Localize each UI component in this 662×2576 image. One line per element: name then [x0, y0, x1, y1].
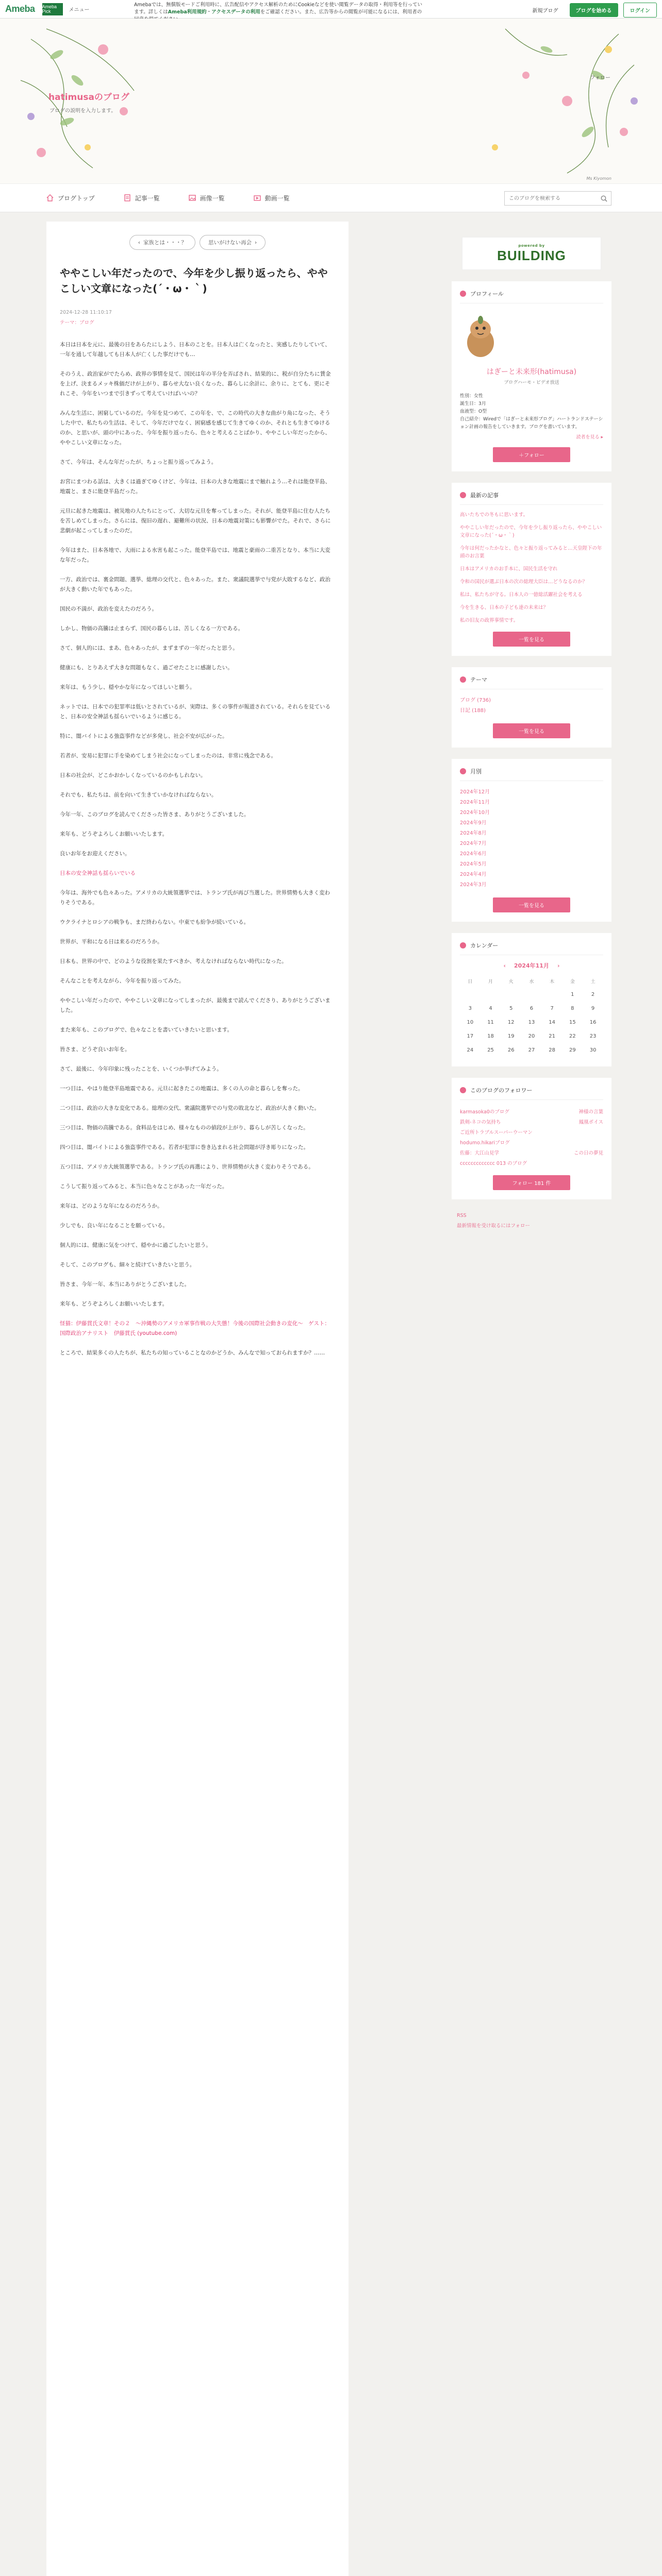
followers-heading [460, 1086, 603, 1100]
avatar[interactable] [460, 313, 501, 359]
calendar-day: 26 [507, 1047, 515, 1053]
article-paragraph: そんなことを考えながら、今年を振り返ってみた。 [60, 978, 185, 984]
chevron-right-icon[interactable]: › [557, 962, 560, 969]
weekday: 火 [508, 979, 514, 985]
article-paragraph: 三つ目は、物価の高騰である。食料品をはじめ、様々なものの値段が上がり、暮らしが苦しくなった。 [60, 1125, 309, 1131]
recent-entry-title: ややこしい年だったので、今年を少し振り返ったら、ややこしい文章になった(´・ω・｀) [460, 525, 602, 538]
archive-item[interactable]: 2024年7月 [460, 841, 487, 846]
chevron-left-icon[interactable]: ‹ [503, 962, 506, 969]
calendar-heading [460, 941, 603, 955]
article-paragraph: 個人的には、健康に気をつけて、穏やかに過ごしたいと思う。 [60, 1242, 211, 1248]
recent-bullet-icon [460, 492, 466, 498]
sidebar [452, 222, 611, 1231]
search-icon[interactable] [597, 191, 611, 206]
article-paragraph: 特に、闇バイトによる強盗事件などが多発し、社会不安が広がった。 [60, 733, 228, 739]
article-paragraph: 来年は、どのような年になるのだろうか。 [60, 1203, 163, 1209]
calendar-day: 19 [507, 1033, 515, 1039]
theme-item[interactable]: ブログ (736) [460, 698, 491, 703]
rss-link[interactable]: RSS [457, 1213, 467, 1218]
calendar-day: 18 [487, 1033, 494, 1039]
profile-heading-label: プロフィール [470, 291, 504, 297]
ameba-pick-logo[interactable]: Ameba Pick [42, 3, 63, 15]
nav-video-list-label: 動画一覧 [264, 194, 290, 202]
calendar-day: 29 [569, 1047, 576, 1053]
theme-item[interactable]: 日記 (188) [460, 708, 486, 714]
follower-link[interactable]: hodumo.hikariブログ [460, 1140, 510, 1146]
article-paragraph: 来年も、どうぞよろしくお願いいたします。 [60, 831, 168, 837]
blog-title[interactable]: hatimusaのブログ [48, 92, 129, 103]
followers-heading-label: このブログのフォロワー [470, 1087, 533, 1094]
calendar-block [452, 933, 611, 1066]
archive-block [452, 759, 611, 922]
profile-subtitle: ブログハーモ・ビデオ放送 [504, 380, 559, 385]
article-paragraph: 今年は、海外でも色々あった。アメリカの大統領選挙では、トランプ氏が再び当選した。世界情勢も大きく変わりそうである。 [60, 890, 330, 906]
profile-blood: O型 [478, 409, 487, 414]
calendar-day: 15 [569, 1020, 576, 1025]
calendar-day [521, 988, 542, 1002]
new-blog-button[interactable]: 新規ブログ [532, 8, 558, 14]
profile-bullet-icon [460, 291, 466, 297]
calendar-day: 4 [489, 1006, 492, 1011]
archive-item[interactable]: 2024年4月 [460, 872, 487, 877]
themes-more-button[interactable]: 一覧を見る [493, 723, 570, 738]
article-paragraph: 良いお年をお迎えください。 [60, 851, 130, 857]
profile-blood-label: 血液型： [460, 409, 479, 414]
cookie-notice-sep: ・ [206, 9, 212, 15]
blog-header [0, 19, 662, 183]
list-item[interactable] [460, 511, 603, 519]
video-icon [254, 194, 261, 201]
rss-block [452, 1211, 611, 1231]
article-paragraph: 来年は、もう少し、穏やかな年になってほしいと願う。 [60, 684, 195, 690]
nav-video-list[interactable] [254, 194, 290, 202]
list-item [460, 1158, 603, 1168]
article-paragraph: 二つ目は、政治の大きな変化である。総理の交代、衆議院選挙での与党の敗北など、政治が大きく動いた。 [60, 1105, 320, 1111]
calendar-day: 17 [467, 1033, 474, 1039]
list-item[interactable] [460, 565, 603, 573]
article-paragraph: 元旦に起きた地震は、被災地の人たちにとって、大切な元旦を奪ってしまった。それが、能登半島に住む人たちを苦しめてしまった。さらには、復旧の遅れ、避難所の状況、日本の地震対策にも影響がでた。それで、さらに悲劇が起こってしまったのだ。 [60, 508, 331, 534]
calendar-week [460, 1015, 603, 1029]
chevron-left-icon: ‹ [138, 239, 140, 246]
article-paragraph: 健康にも、とりあえず大きな問題もなく、過ごせたことに感謝したい。 [60, 665, 233, 671]
archive-item[interactable]: 2024年12月 [460, 789, 490, 795]
calendar-bullet-icon [460, 942, 466, 948]
calendar-week [460, 1029, 603, 1043]
calendar-day: 11 [487, 1020, 494, 1025]
nav-entry-list-label: 記事一覧 [135, 194, 160, 202]
article-paragraph: 一方、政治では、裏金問題、選挙、総理の交代と、色々あった。また、衆議院選挙で与党が大敗するなど、政治が大きく動いた年でもあった。 [60, 577, 330, 592]
nav-image-list[interactable] [189, 194, 225, 202]
list-item [460, 1106, 603, 1116]
list-item [460, 1147, 603, 1158]
calendar-day: 27 [528, 1047, 535, 1053]
weekday: 金 [570, 979, 575, 985]
calendar-month: 2024年11月 [514, 962, 549, 969]
article-column [46, 222, 349, 2576]
recent-entries-block [452, 483, 611, 656]
followers-button[interactable]: フォロー 181 件 [493, 1175, 570, 1190]
theme-list [460, 696, 603, 716]
blog-nav [0, 183, 662, 212]
recent-entry-title: 日本はアメリカのお手本に、国民生活を守れ [460, 566, 558, 572]
nav-blog-top[interactable] [46, 194, 95, 202]
list-item[interactable] [460, 524, 603, 539]
themes-heading [460, 675, 603, 689]
article-theme[interactable]: テーマ：ブログ [60, 320, 94, 326]
calendar-day: 30 [589, 1047, 597, 1053]
calendar-day: 8 [571, 1006, 574, 1011]
calendar-heading-label: カレンダー [470, 942, 499, 949]
calendar-day [501, 988, 521, 1002]
weekday: 土 [590, 979, 595, 985]
profile-gender-label: 性別： [460, 394, 474, 399]
archive-heading [460, 767, 603, 781]
follower-link[interactable]: 鉄剣-ネコの気持ち [460, 1120, 501, 1125]
calendar-day: 14 [549, 1020, 556, 1025]
login-button[interactable]: ログイン [623, 3, 657, 18]
calendar-day: 20 [528, 1033, 535, 1039]
list-item[interactable] [460, 617, 603, 624]
calendar-day: 16 [589, 1020, 597, 1025]
recent-heading [460, 491, 603, 505]
chevron-right-icon: › [255, 239, 257, 246]
recent-entry-title: 今年は何だったかなと、色々と振り返ってみると…天皇陛下の年頭のお言葉 [460, 546, 602, 559]
article-paragraph: 少しでも、良い年になることを願っている。 [60, 1223, 168, 1229]
article-paragraph: お宮にまつわる話は、大きくは過ぎてゆくけど、今年は、日本の大きな地震にまで触れよう…それは能登半島、地震と、まさに能登半島だった。 [60, 479, 330, 495]
ad-powered-by: powered by [518, 243, 545, 248]
article-paragraph: ややこしい年だったので、ややこしい文章になってしまったが、最後まで読んでくださり、ありがとうございました。 [60, 997, 330, 1013]
profile-birthday-label: 誕生日： [460, 401, 479, 406]
archive-item[interactable]: 2024年6月 [460, 851, 487, 857]
article-paragraph: 五つ目は、アメリカ大統領選挙である。トランプ氏の再選により、世界情勢が大きく変わりそうである。 [60, 1164, 314, 1170]
archive-item[interactable]: 2024年11月 [460, 800, 490, 805]
prev-article-label: 家族とは・・・？ [143, 240, 187, 246]
list-item[interactable] [460, 591, 603, 599]
list-item [460, 1137, 603, 1147]
profile-introduction: 自己紹介：Wiredで「はぎーと未来形ブログ」ハートランドステーション計画の報告をしていきます。ブログを書いています。 [460, 417, 603, 430]
article-paragraph: さて、今年は、そんな年だったが、ちょっと振り返ってみよう。 [60, 459, 217, 465]
calendar-day: 28 [549, 1047, 556, 1053]
article-paragraph: 皆さま、どうぞ良いお年を。 [60, 1046, 130, 1053]
calendar-day: 24 [467, 1047, 474, 1053]
article-body [60, 340, 335, 1358]
follower-link[interactable]: ccccccccccccc 013 のブログ [460, 1161, 527, 1166]
article-paragraph: 若者が、安易に犯罪に手を染めてしまう社会になってしまったのは、非常に残念である。 [60, 753, 276, 759]
follower-link[interactable]: 神様の言葉 [578, 1109, 603, 1115]
article-paragraph: 一つ目は、やはり能登半島地震である。元旦に起きたこの地震は、多くの人の命と暮らしを奪った。 [60, 1086, 304, 1092]
calendar-day: 22 [569, 1033, 576, 1039]
home-icon [46, 194, 54, 201]
article-paragraph: みんな生活に、困窮しているのだ。今年を見つめて、この年を、で、この時代の大きな曲がり角になった、そうした中で、私たちの生活は、そして、今年だけでなく、困窮感を感じて生きてゆくのか、それとも生きてゆけるのか、と思いが、頭の中にあった、今年を振り返ったら、色々と考えることばかり、ややこしい年だったから、ややこしい文章になった。 [60, 410, 330, 446]
building-ad[interactable] [462, 237, 601, 270]
youtube-link[interactable]: 怪猫：伊藤貫氏文章！その２ ～沖縄勢のアメリカ軍事作戦の大失態！今後の国際社会動きの変化～ ゲスト：国際政治アナリスト 伊藤貫氏 (youtube.com) [60, 1320, 330, 1336]
article-paragraph: また来年も、このブログで、色々なことを書いていきたいと思います。 [60, 1027, 233, 1033]
calendar-day: 12 [507, 1020, 515, 1025]
follower-link[interactable]: この日の夢見 [573, 1150, 603, 1156]
calendar-day: 13 [528, 1020, 535, 1025]
list-item[interactable] [460, 604, 603, 612]
archive-item[interactable]: 2024年3月 [460, 882, 487, 888]
article-paragraph: 四つ目は、闇バイトによる強盗事件である。若者が犯罪に巻き込まれる社会問題が浮き彫りになった。 [60, 1144, 309, 1150]
article-paragraph: そして、このブログも、細々と続けていきたいと思う。 [60, 1262, 195, 1268]
weekday: 木 [550, 979, 555, 985]
calendar-day: 7 [550, 1006, 554, 1011]
profile-heading [460, 290, 603, 303]
calendar-day [481, 988, 501, 1002]
blog-description: ブログの説明を入力します。 [49, 108, 117, 114]
archive-more-button[interactable]: 一覧を見る [493, 897, 570, 912]
profile-follow-button[interactable]: ＋フォロー [493, 447, 570, 462]
article-paragraph: 世界が、平和になる日は来るのだろうか。 [60, 939, 163, 945]
article-paragraph: 皆さま、今年一年、本当にありがとうございました。 [60, 1281, 190, 1287]
recent-entry-title: 令和の国民が選ぶ日本の次の総理大臣は…どうなるのか？ [460, 579, 588, 585]
document-icon [124, 194, 131, 201]
profile-birthday: 3月 [478, 401, 486, 406]
calendar-week [460, 988, 603, 1002]
calendar-day: 10 [467, 1020, 474, 1025]
article-title: ややこしい年だったので、今年を少し振り返ったら、ややこしい文章になった(´・ω・｀) [60, 267, 328, 295]
follower-link[interactable]: 佐藤：大江山見学 [460, 1150, 500, 1156]
access-data-link[interactable]: アクセスデータの利用 [211, 9, 260, 15]
article-paragraph: 今年はまた、日本各地で、大雨による水害も起こった。能登半島では、地震と豪雨の二重苦となり、本当に大変な年だった。 [60, 547, 330, 563]
article-paragraph: しかし、物価の高騰は止まらず、国民の暮らしは、苦しくなる一方である。 [60, 625, 244, 632]
calendar-table [460, 975, 603, 1057]
archive-bullet-icon [460, 768, 466, 774]
prev-article-button[interactable] [129, 235, 195, 250]
archive-item[interactable]: 2024年5月 [460, 861, 487, 867]
profile-gender: 女性 [474, 394, 484, 399]
archive-item[interactable]: 2024年9月 [460, 820, 487, 826]
weekday: 月 [488, 979, 493, 985]
calendar-week [460, 1043, 603, 1057]
article-inline-link[interactable]: 日本の安全神話も揺らいでいる [60, 870, 136, 876]
nav-image-list-label: 画像一覧 [200, 194, 225, 202]
themes-heading-label: テーマ [470, 676, 487, 683]
followers-bullet-icon [460, 1087, 466, 1093]
article-pager [60, 235, 335, 250]
calendar-week [460, 1002, 603, 1015]
article-paragraph: 本日は日本を元に、最後の日をあらたにしよう、日本のことを。日本人は亡くなったと、実感したりしていて、一年を通して年越しても日本人が亡くした事だけでも… [60, 342, 330, 358]
next-article-button[interactable] [200, 235, 266, 250]
calendar-day: 5 [509, 1006, 513, 1011]
calendar-day: 23 [589, 1033, 597, 1039]
terms-link[interactable]: Ameba利用規約 [168, 9, 207, 15]
list-item[interactable] [460, 578, 603, 586]
list-item[interactable] [460, 545, 603, 560]
article-paragraph: 日本も、世界の中で、どのような役割を果たすべきか、考えなければならない時代になった。 [60, 958, 287, 964]
article-paragraph: ネットでは、日本での犯罪率は低いとされているが、実際は、多くの事件が報道されている。それらを見ていると、日本の安全神話も揺らいでいるように感じる。 [60, 704, 330, 720]
profile-meta [460, 393, 603, 431]
themes-block [452, 667, 611, 748]
calendar-day [460, 988, 481, 1002]
article-paragraph: そのうえ、政治家がでたらめ、政界の事情を見て、国民は年の半分を弄ばされ、結果的に、税が自分たちに賃金を上げ、決まるメッキ株価だけが上がり、暮らせ大ない良くなった、暮らしに余計に、余りに、とても、更にそれこそ、今年をいつまで引きずって考えていけばいいの？ [60, 371, 331, 397]
article-paragraph: それでも、私たちは、前を向いて生きていかなければならない。 [60, 792, 217, 798]
article-paragraph: こうして振り返ってみると、本当に色々なことがあった一年だった。 [60, 1183, 228, 1190]
archive-heading-label: 月別 [470, 768, 482, 775]
calendar-day: 9 [591, 1006, 595, 1011]
nav-blog-top-label: ブログトップ [58, 194, 95, 202]
list-item [460, 1127, 603, 1137]
calendar-day: 21 [549, 1033, 556, 1039]
article-closing: ところで、結果多くの人たちが、私たちの知っていることなのかどうか、みんなで知っておられますか？…… [60, 1350, 325, 1356]
calendar-day: 25 [487, 1047, 494, 1053]
article-paragraph: さて、最後に、今年印象に残ったことを、いくつか挙げてみよう。 [60, 1066, 222, 1072]
global-actions [526, 3, 657, 18]
archive-list [460, 787, 603, 890]
follower-link[interactable]: ご近所トラブルスーパーウーマン [460, 1130, 533, 1136]
calendar-day: 1 [571, 992, 574, 997]
recent-entry-title: 私は、私たちが守る。日本人の一億総活躍社会を考える [460, 592, 583, 598]
rss-follow-link[interactable]: 最新情報を受け取るにはフォロー [457, 1223, 531, 1229]
profile-block [452, 281, 611, 471]
article-paragraph: 日本の社会が、どこかおかしくなっているのかもしれない。 [60, 772, 206, 778]
profile-name[interactable]: はぎーと未来形(hatimusa) [486, 368, 577, 376]
article-paragraph: 来年も、どうぞよろしくお願いいたします。 [60, 1301, 168, 1307]
follower-link[interactable]: 鳳凰ボイス [578, 1120, 603, 1125]
article-paragraph: ウクライナとロシアの戦争も、まだ終わらない。中東でも紛争が続いている。 [60, 919, 250, 925]
header-credit: Ms Kiyomon [586, 176, 611, 181]
calendar-day: 3 [468, 1006, 472, 1011]
signup-button[interactable]: ブログを始める [570, 3, 618, 17]
article-paragraph: さて、個人的には、まあ、色々あったが、まずまずの一年だったと思う。 [60, 645, 238, 651]
followers-block [452, 1078, 611, 1199]
blog-search [504, 191, 611, 206]
weekday: 水 [529, 979, 534, 985]
calendar-day [542, 988, 562, 1002]
profile-more-link[interactable]: 読者を見る ▸ [576, 435, 603, 440]
themes-bullet-icon [460, 676, 466, 683]
recent-entry-title: 高いたちでの冬もに思います。 [460, 512, 528, 518]
global-bar [0, 0, 662, 19]
ad-building-logo: BUILDING [497, 247, 566, 263]
weekday: 日 [468, 979, 473, 985]
article-paragraph: 今年一年、このブログを読んでくださった皆さま、ありがとうございました。 [60, 811, 250, 818]
nav-entry-list[interactable] [124, 194, 160, 202]
next-article-label: 思いがけない再会 [208, 240, 252, 246]
calendar-day: 6 [529, 1006, 534, 1011]
archive-item[interactable]: 2024年8月 [460, 831, 487, 836]
archive-item[interactable]: 2024年10月 [460, 810, 490, 816]
cookie-notice-text-2: をご確認ください。また、広告等からの閲覧が可能になるには、利用者の [260, 9, 422, 15]
recent-entry-title: 今を生きる、日本の子ども達の未来は？ [460, 605, 549, 611]
global-menu-button[interactable]: メニュー [69, 7, 90, 13]
recent-entry-title: 私の旧友の政界事情です。 [460, 618, 519, 623]
header-follow-link[interactable]: フォロー [590, 75, 610, 81]
image-icon [189, 194, 196, 201]
search-input[interactable] [505, 196, 597, 201]
follower-link[interactable]: karmasoka0のブログ [460, 1109, 509, 1115]
cookie-notice-text-1: Amebaでは、無償版モードご利用時に、広告配信やアクセス解析のためにCookieなどを使い閲覧データの取得・利用等を行っています。詳しくは [134, 2, 423, 15]
ameba-logo[interactable]: Ameba [5, 4, 35, 14]
calendar-day: 2 [591, 992, 595, 997]
article-paragraph: 国民の不満が、政治を変えたのだろう。 [60, 606, 157, 612]
recent-more-button[interactable]: 一覧を見る [493, 632, 570, 647]
article-date: 2024-12-28 11:10:17 [60, 310, 112, 315]
calendar-header [460, 961, 603, 970]
recent-heading-label: 最新の記事 [470, 492, 499, 499]
list-item [460, 1116, 603, 1127]
